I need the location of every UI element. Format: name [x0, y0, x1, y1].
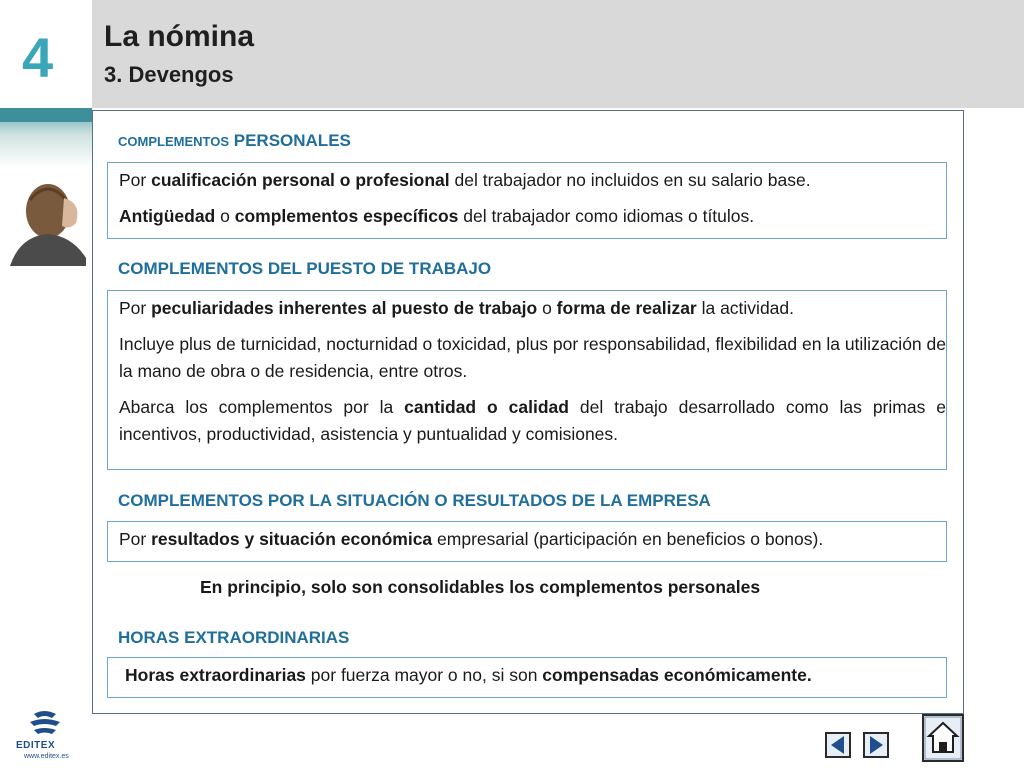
section-title-puesto: COMPLEMENTOS DEL PUESTO DE TRABAJO	[118, 259, 492, 278]
section-title-horas: HORAS EXTRAORDINARIAS	[118, 628, 350, 647]
brand-name: EDITEX	[16, 740, 56, 751]
person-photo-icon	[0, 108, 92, 266]
personales-line2: Antigüedad o complementos específicos del trabajador como idiomas o títulos.	[119, 206, 755, 226]
horas-box	[107, 657, 947, 698]
horas-line: Horas extraordinarias por fuerza mayor o no, si son compensadas económicamente.	[125, 665, 812, 685]
home-button[interactable]	[922, 714, 964, 762]
chapter-number: 4	[22, 26, 54, 89]
puesto-p2: Incluye plus de turnicidad, nocturnidad o toxicidad, plus por responsabilidad, flexibilidad en la utilización de la mano de obra o de residencia, entre otros.	[119, 334, 946, 381]
previous-button[interactable]	[825, 732, 849, 756]
consolidable-note: En principio, solo son consolidables los complementos personales	[200, 577, 761, 597]
section-title-personales	[118, 131, 351, 151]
page-title: La nómina	[104, 20, 255, 53]
header-bar	[92, 0, 1024, 108]
section-title-small: COMPLEMENTOS	[118, 134, 229, 149]
page-subtitle: 3. Devengos	[104, 62, 234, 87]
arrow-left-icon	[825, 732, 851, 758]
arrow-right-icon	[863, 732, 889, 758]
editex-logo-icon	[12, 710, 78, 740]
section-title-empresa: COMPLEMENTOS POR LA SITUACIÓN O RESULTADOS DE LA EMPRESA	[118, 491, 711, 510]
empresa-box	[107, 521, 947, 562]
home-icon	[922, 714, 964, 762]
decorative-photo	[0, 108, 92, 266]
puesto-p1: Por peculiaridades inherentes al puesto de trabajo o forma de realizar la actividad.	[119, 298, 795, 318]
puesto-box	[107, 290, 947, 470]
personales-box	[107, 162, 947, 239]
section-title-large: PERSONALES	[233, 131, 351, 150]
personales-line1: Por cualificación personal o profesional del trabajador no incluidos en su salario base.	[119, 170, 811, 190]
puesto-p3: Abarca los complementos por la cantidad o calidad del trabajo desarrollado como las primas e incentivos, productividad, asistencia y puntualidad y comisiones.	[119, 397, 946, 444]
brand-url: www.editex.es	[24, 753, 69, 760]
empresa-line: Por resultados y situación económica empresarial (participación en beneficios o bonos).	[119, 529, 824, 549]
next-button[interactable]	[863, 732, 887, 756]
